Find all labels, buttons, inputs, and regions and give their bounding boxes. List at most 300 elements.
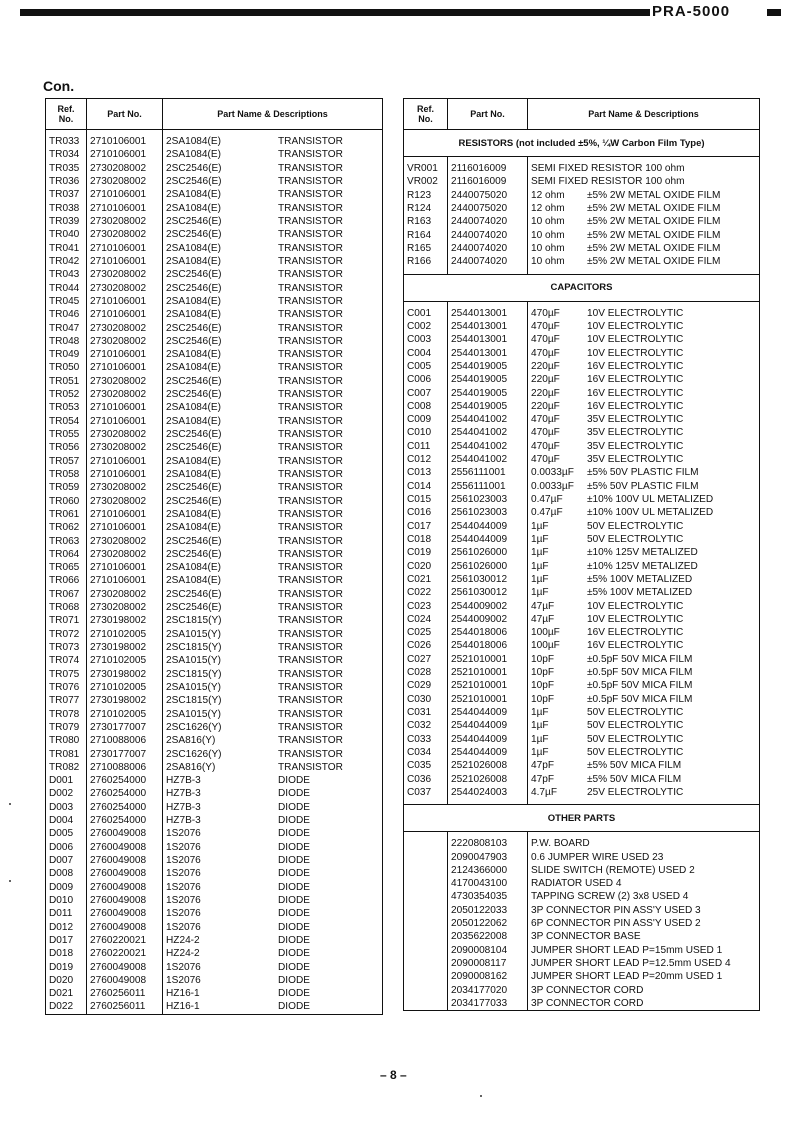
- description-cell: [528, 626, 760, 639]
- description-cell: [163, 907, 383, 920]
- description-cell: [528, 506, 760, 519]
- description-cell: [528, 440, 760, 453]
- table-row: [46, 628, 383, 641]
- part-no-cell: 2561023003: [448, 493, 528, 506]
- table-row: [46, 321, 383, 334]
- ref-cell: TR079: [46, 721, 87, 734]
- part-no-cell: 2544041002: [448, 426, 528, 439]
- part-spec: 50V ELECTROLYTIC: [587, 746, 684, 758]
- part-no-cell: 2544044009: [448, 719, 528, 732]
- part-type: TRANSISTOR: [278, 455, 343, 467]
- table-row: [404, 653, 760, 666]
- part-type: TRANSISTOR: [278, 548, 343, 560]
- description-cell: [163, 534, 383, 547]
- part-no-cell: 2544041002: [448, 413, 528, 426]
- description-cell: [163, 228, 383, 241]
- table-row: [46, 228, 383, 241]
- table-row: [404, 626, 760, 639]
- table-row: [46, 175, 383, 188]
- description-cell: [528, 360, 760, 373]
- ref-cell: TR082: [46, 761, 87, 774]
- section-title: CAPACITORS: [404, 274, 760, 301]
- ref-cell: TR075: [46, 668, 87, 681]
- part-value: 3P CONNECTOR CORD: [531, 984, 644, 996]
- table-row: [46, 335, 383, 348]
- ref-cell: TR046: [46, 308, 87, 321]
- description-cell: [163, 361, 383, 374]
- part-spec: ±5% 2W METAL OXIDE FILM: [587, 216, 721, 228]
- part-spec: 50V ELECTROLYTIC: [587, 733, 684, 745]
- part-no-cell: 2730208002: [87, 268, 163, 281]
- ref-cell: VR001: [404, 162, 448, 175]
- part-name: HZ7B-3: [166, 788, 201, 800]
- part-name: 2SC2546(E): [166, 495, 222, 507]
- ref-cell: TR065: [46, 561, 87, 574]
- part-spec: 50V ELECTROLYTIC: [587, 707, 684, 719]
- part-value: 12 ohm: [531, 203, 565, 215]
- ref-cell: C026: [404, 639, 448, 652]
- part-spec: ±5% 50V MICA FILM: [587, 760, 682, 772]
- part-value: 1µF: [531, 547, 549, 559]
- part-no-cell: 2544019005: [448, 386, 528, 399]
- part-name: 1S2076: [166, 908, 201, 920]
- part-spec: 50V ELECTROLYTIC: [587, 520, 684, 532]
- part-no-cell: 2050122062: [448, 917, 528, 930]
- table-row: [46, 588, 383, 601]
- description-cell: [528, 426, 760, 439]
- part-name: 2SC2546(E): [166, 442, 222, 454]
- table-row: [404, 586, 760, 599]
- table-row: [46, 521, 383, 534]
- table-row: [404, 837, 760, 850]
- ref-cell: TR049: [46, 348, 87, 361]
- description-cell: [163, 348, 383, 361]
- table-row: [46, 162, 383, 175]
- part-name: 2SC2546(E): [166, 482, 222, 494]
- table-row: [46, 707, 383, 720]
- description-cell: [528, 175, 760, 188]
- right-parts-table: [403, 98, 760, 1011]
- part-spec: 35V ELECTROLYTIC: [587, 440, 684, 452]
- table-row: [46, 428, 383, 441]
- table-row: [46, 361, 383, 374]
- part-no-cell: 2730208002: [87, 441, 163, 454]
- part-no-cell: 2710106001: [87, 202, 163, 215]
- description-cell: [528, 930, 760, 943]
- description-cell: [163, 308, 383, 321]
- table-row: [404, 386, 760, 399]
- part-no-cell: 2561030012: [448, 573, 528, 586]
- part-type: TRANSISTOR: [278, 495, 343, 507]
- part-value: 1µF: [531, 573, 549, 585]
- part-type: TRANSISTOR: [278, 588, 343, 600]
- description-cell: [163, 761, 383, 774]
- part-type: TRANSISTOR: [278, 655, 343, 667]
- description-cell: [528, 320, 760, 333]
- description-cell: [163, 574, 383, 587]
- part-value: 12 ohm: [531, 189, 565, 201]
- table-row: [46, 761, 383, 774]
- ref-cell: C029: [404, 679, 448, 692]
- part-name: 2SA1084(E): [166, 455, 221, 467]
- description-cell: [163, 481, 383, 494]
- part-name: 2SA1084(E): [166, 309, 221, 321]
- description-cell: [163, 721, 383, 734]
- description-cell: [528, 653, 760, 666]
- ref-cell: C004: [404, 346, 448, 359]
- description-cell: [163, 548, 383, 561]
- ref-cell: TR051: [46, 375, 87, 388]
- section-header: [404, 805, 760, 832]
- part-no-cell: 2730208002: [87, 428, 163, 441]
- part-type: TRANSISTOR: [278, 255, 343, 267]
- ref-cell: D002: [46, 787, 87, 800]
- part-name: 2SA1015(Y): [166, 628, 221, 640]
- ref-cell: TR073: [46, 641, 87, 654]
- part-no-cell: 2730208002: [87, 388, 163, 401]
- ref-cell: D020: [46, 974, 87, 987]
- table-row: [404, 506, 760, 519]
- scan-speck: [9, 803, 11, 805]
- ref-cell: D007: [46, 854, 87, 867]
- part-no-cell: 2561023003: [448, 506, 528, 519]
- part-type: TRANSISTOR: [278, 761, 343, 773]
- part-spec: 10V ELECTROLYTIC: [587, 320, 684, 332]
- part-name: 2SA816(Y): [166, 761, 216, 773]
- table-row: [46, 281, 383, 294]
- part-type: TRANSISTOR: [278, 389, 343, 401]
- table-row: [46, 481, 383, 494]
- part-no-cell: 2710102005: [87, 654, 163, 667]
- part-value: 1µF: [531, 746, 549, 758]
- part-type: TRANSISTOR: [278, 708, 343, 720]
- part-no-cell: 2034177020: [448, 984, 528, 997]
- ref-cell: D009: [46, 881, 87, 894]
- description-cell: [528, 586, 760, 599]
- table-row: [46, 668, 383, 681]
- part-type: DIODE: [278, 855, 310, 867]
- part-type: DIODE: [278, 788, 310, 800]
- description-cell: [528, 559, 760, 572]
- part-spec: ±5% 50V PLASTIC FILM: [587, 467, 699, 479]
- part-value: 100µF: [531, 640, 560, 652]
- table-row: [46, 614, 383, 627]
- table-row: [46, 188, 383, 201]
- description-cell: [528, 864, 760, 877]
- part-value: 0.47µF: [531, 494, 563, 506]
- part-type: TRANSISTOR: [278, 136, 343, 148]
- table-row: [46, 441, 383, 454]
- part-name: HZ7B-3: [166, 801, 201, 813]
- ref-cell: TR052: [46, 388, 87, 401]
- table-row: [46, 135, 383, 148]
- part-spec: ±10% 100V UL METALIZED: [587, 494, 714, 506]
- part-spec: ±10% 100V UL METALIZED: [587, 507, 714, 519]
- part-value: 1µF: [531, 533, 549, 545]
- part-name: 2SC2546(E): [166, 335, 222, 347]
- part-no-cell: 4730354035: [448, 890, 528, 903]
- part-type: TRANSISTOR: [278, 176, 343, 188]
- part-type: TRANSISTOR: [278, 522, 343, 534]
- description-cell: [528, 466, 760, 479]
- part-value: 47µF: [531, 613, 555, 625]
- part-spec: 50V ELECTROLYTIC: [587, 533, 684, 545]
- part-spec: 35V ELECTROLYTIC: [587, 414, 684, 426]
- part-no-cell: 2730177007: [87, 747, 163, 760]
- part-no-cell: 2710106001: [87, 574, 163, 587]
- ref-cell: C005: [404, 360, 448, 373]
- part-type: TRANSISTOR: [278, 602, 343, 614]
- description-cell: [528, 162, 760, 175]
- description-cell: [528, 746, 760, 759]
- table-row: [46, 641, 383, 654]
- ref-cell: C008: [404, 400, 448, 413]
- part-spec: ±5% 50V MICA FILM: [587, 773, 682, 785]
- part-no-cell: 2710106001: [87, 361, 163, 374]
- part-no-cell: 2090047903: [448, 850, 528, 863]
- part-type: TRANSISTOR: [278, 442, 343, 454]
- description-cell: [163, 188, 383, 201]
- part-name: HZ24-2: [166, 934, 200, 946]
- part-type: TRANSISTOR: [278, 628, 343, 640]
- table-row: [404, 320, 760, 333]
- description-cell: [528, 573, 760, 586]
- part-type: TRANSISTOR: [278, 535, 343, 547]
- part-value: 470µF: [531, 414, 560, 426]
- ref-cell: TR040: [46, 228, 87, 241]
- description-cell: [163, 641, 383, 654]
- ref-cell: D019: [46, 960, 87, 973]
- part-no-cell: 2730198002: [87, 641, 163, 654]
- table-row: [404, 719, 760, 732]
- part-no-cell: 2760254000: [87, 774, 163, 787]
- part-no-cell: 2440074020: [448, 255, 528, 268]
- section-title: OTHER PARTS: [404, 805, 760, 832]
- part-type: DIODE: [278, 881, 310, 893]
- description-cell: [163, 707, 383, 720]
- description-cell: [528, 944, 760, 957]
- description-cell: [528, 255, 760, 268]
- description-cell: [528, 229, 760, 242]
- description-cell: [528, 890, 760, 903]
- part-no-cell: 2116016009: [448, 162, 528, 175]
- description-cell: [528, 346, 760, 359]
- part-value: 220µF: [531, 360, 560, 372]
- table-row: [46, 734, 383, 747]
- description-cell: [528, 639, 760, 652]
- part-value: SLIDE SWITCH (REMOTE) USED 2: [531, 864, 695, 876]
- part-value: 1µF: [531, 720, 549, 732]
- ref-cell: D010: [46, 894, 87, 907]
- part-spec: ±5% 2W METAL OXIDE FILM: [587, 189, 721, 201]
- table-row: [46, 148, 383, 161]
- part-value: 10 ohm: [531, 229, 565, 241]
- part-spec: ±5% 100V METALIZED: [587, 573, 693, 585]
- part-spec: 16V ELECTROLYTIC: [587, 627, 684, 639]
- part-type: DIODE: [278, 801, 310, 813]
- part-name: 2SC2546(E): [166, 602, 222, 614]
- part-no-cell: 2710088006: [87, 734, 163, 747]
- part-name: 1S2076: [166, 855, 201, 867]
- part-value: 3P CONNECTOR BASE: [531, 931, 641, 943]
- table-row: [46, 561, 383, 574]
- part-spec: 50V ELECTROLYTIC: [587, 720, 684, 732]
- ref-cell: TR078: [46, 707, 87, 720]
- ref-cell: TR061: [46, 508, 87, 521]
- part-type: DIODE: [278, 988, 310, 1000]
- description-cell: [163, 588, 383, 601]
- part-name: 1S2076: [166, 828, 201, 840]
- description-cell: [163, 974, 383, 987]
- description-cell: [163, 508, 383, 521]
- scan-speck: [9, 880, 11, 882]
- description-cell: [163, 694, 383, 707]
- part-no-cell: 2035622008: [448, 930, 528, 943]
- table-row: [404, 930, 760, 943]
- ref-cell: [404, 837, 448, 850]
- part-value: JUMPER SHORT LEAD P=12.5mm USED 4: [531, 958, 731, 970]
- part-no-cell: 2544044009: [448, 746, 528, 759]
- description-cell: [163, 601, 383, 614]
- table-row: [46, 920, 383, 933]
- description-cell: [163, 468, 383, 481]
- part-spec: 16V ELECTROLYTIC: [587, 387, 684, 399]
- table-row: [404, 957, 760, 970]
- description-cell: [528, 693, 760, 706]
- ref-cell: [404, 904, 448, 917]
- ref-cell: D004: [46, 814, 87, 827]
- ref-cell: C035: [404, 759, 448, 772]
- part-name: 2SA1084(E): [166, 415, 221, 427]
- table-row: [46, 415, 383, 428]
- part-type: DIODE: [278, 815, 310, 827]
- part-no-cell: 2760049008: [87, 974, 163, 987]
- part-spec: ±5% 50V PLASTIC FILM: [587, 480, 699, 492]
- part-no-cell: 2544044009: [448, 533, 528, 546]
- ref-cell: TR058: [46, 468, 87, 481]
- part-spec: 35V ELECTROLYTIC: [587, 454, 684, 466]
- table-row: [404, 162, 760, 175]
- description-cell: [528, 772, 760, 785]
- ref-cell: D022: [46, 1000, 87, 1014]
- part-type: DIODE: [278, 775, 310, 787]
- description-cell: [163, 881, 383, 894]
- description-cell: [528, 904, 760, 917]
- ref-cell: C002: [404, 320, 448, 333]
- part-value: 470µF: [531, 320, 560, 332]
- part-no-cell: 2544041002: [448, 453, 528, 466]
- ref-cell: D008: [46, 867, 87, 880]
- ref-cell: C001: [404, 307, 448, 320]
- part-type: TRANSISTOR: [278, 335, 343, 347]
- part-value: 0.0033µF: [531, 467, 574, 479]
- table-row: [46, 960, 383, 973]
- part-value: 10 ohm: [531, 243, 565, 255]
- part-no-cell: 2710106001: [87, 521, 163, 534]
- part-type: TRANSISTOR: [278, 362, 343, 374]
- table-row: [404, 307, 760, 320]
- part-no-cell: 2730208002: [87, 494, 163, 507]
- part-name: 2SC2546(E): [166, 389, 222, 401]
- description-cell: [163, 428, 383, 441]
- part-no-cell: 2760049008: [87, 867, 163, 880]
- description-cell: [163, 242, 383, 255]
- description-cell: [528, 546, 760, 559]
- part-name: 2SC2546(E): [166, 429, 222, 441]
- part-name: 2SA1084(E): [166, 402, 221, 414]
- description-cell: [528, 837, 760, 850]
- description-cell: [528, 373, 760, 386]
- ref-cell: TR039: [46, 215, 87, 228]
- ref-cell: C025: [404, 626, 448, 639]
- table-row: [46, 348, 383, 361]
- part-no-cell: 2116016009: [448, 175, 528, 188]
- description-cell: [528, 917, 760, 930]
- table-row: [404, 772, 760, 785]
- description-cell: [163, 401, 383, 414]
- ref-cell: TR047: [46, 321, 87, 334]
- table-row: [404, 202, 760, 215]
- description-cell: [528, 307, 760, 320]
- part-no-cell: 2556111001: [448, 466, 528, 479]
- part-name: 1S2076: [166, 841, 201, 853]
- table-row: [46, 215, 383, 228]
- table-row: [46, 202, 383, 215]
- ref-cell: [404, 944, 448, 957]
- part-type: DIODE: [278, 974, 310, 986]
- description-cell: [163, 388, 383, 401]
- part-no-cell: 2730208002: [87, 481, 163, 494]
- part-name: 2SC2546(E): [166, 269, 222, 281]
- description-cell: [163, 947, 383, 960]
- part-type: TRANSISTOR: [278, 242, 343, 254]
- part-value: 1µF: [531, 707, 549, 719]
- part-type: TRANSISTOR: [278, 735, 343, 747]
- part-no-cell: 2760254000: [87, 787, 163, 800]
- part-name: 2SC2546(E): [166, 229, 222, 241]
- ref-cell: C034: [404, 746, 448, 759]
- ref-cell: C037: [404, 786, 448, 799]
- part-value: SEMI FIXED RESISTOR 100 ohm: [531, 176, 685, 188]
- table-row: [46, 934, 383, 947]
- part-type: TRANSISTOR: [278, 202, 343, 214]
- ref-cell: TR036: [46, 175, 87, 188]
- part-value: 470µF: [531, 307, 560, 319]
- table-row: [46, 455, 383, 468]
- part-name: 1S2076: [166, 921, 201, 933]
- part-type: TRANSISTOR: [278, 415, 343, 427]
- part-no-cell: 2710102005: [87, 681, 163, 694]
- table-row: [46, 787, 383, 800]
- description-cell: [163, 814, 383, 827]
- table-row: [404, 520, 760, 533]
- ref-cell: C014: [404, 480, 448, 493]
- ref-cell: TR057: [46, 455, 87, 468]
- table-row: [46, 388, 383, 401]
- part-no-cell: 2710106001: [87, 401, 163, 414]
- ref-cell: TR063: [46, 534, 87, 547]
- description-cell: [163, 268, 383, 281]
- col-header-part: Part No.: [448, 99, 528, 130]
- part-no-cell: 2521010001: [448, 693, 528, 706]
- table-row: [404, 413, 760, 426]
- part-type: DIODE: [278, 1001, 310, 1013]
- header-rule: [20, 9, 650, 16]
- table-row: [46, 801, 383, 814]
- table-row: [404, 229, 760, 242]
- part-name: 1S2076: [166, 974, 201, 986]
- part-type: TRANSISTOR: [278, 429, 343, 441]
